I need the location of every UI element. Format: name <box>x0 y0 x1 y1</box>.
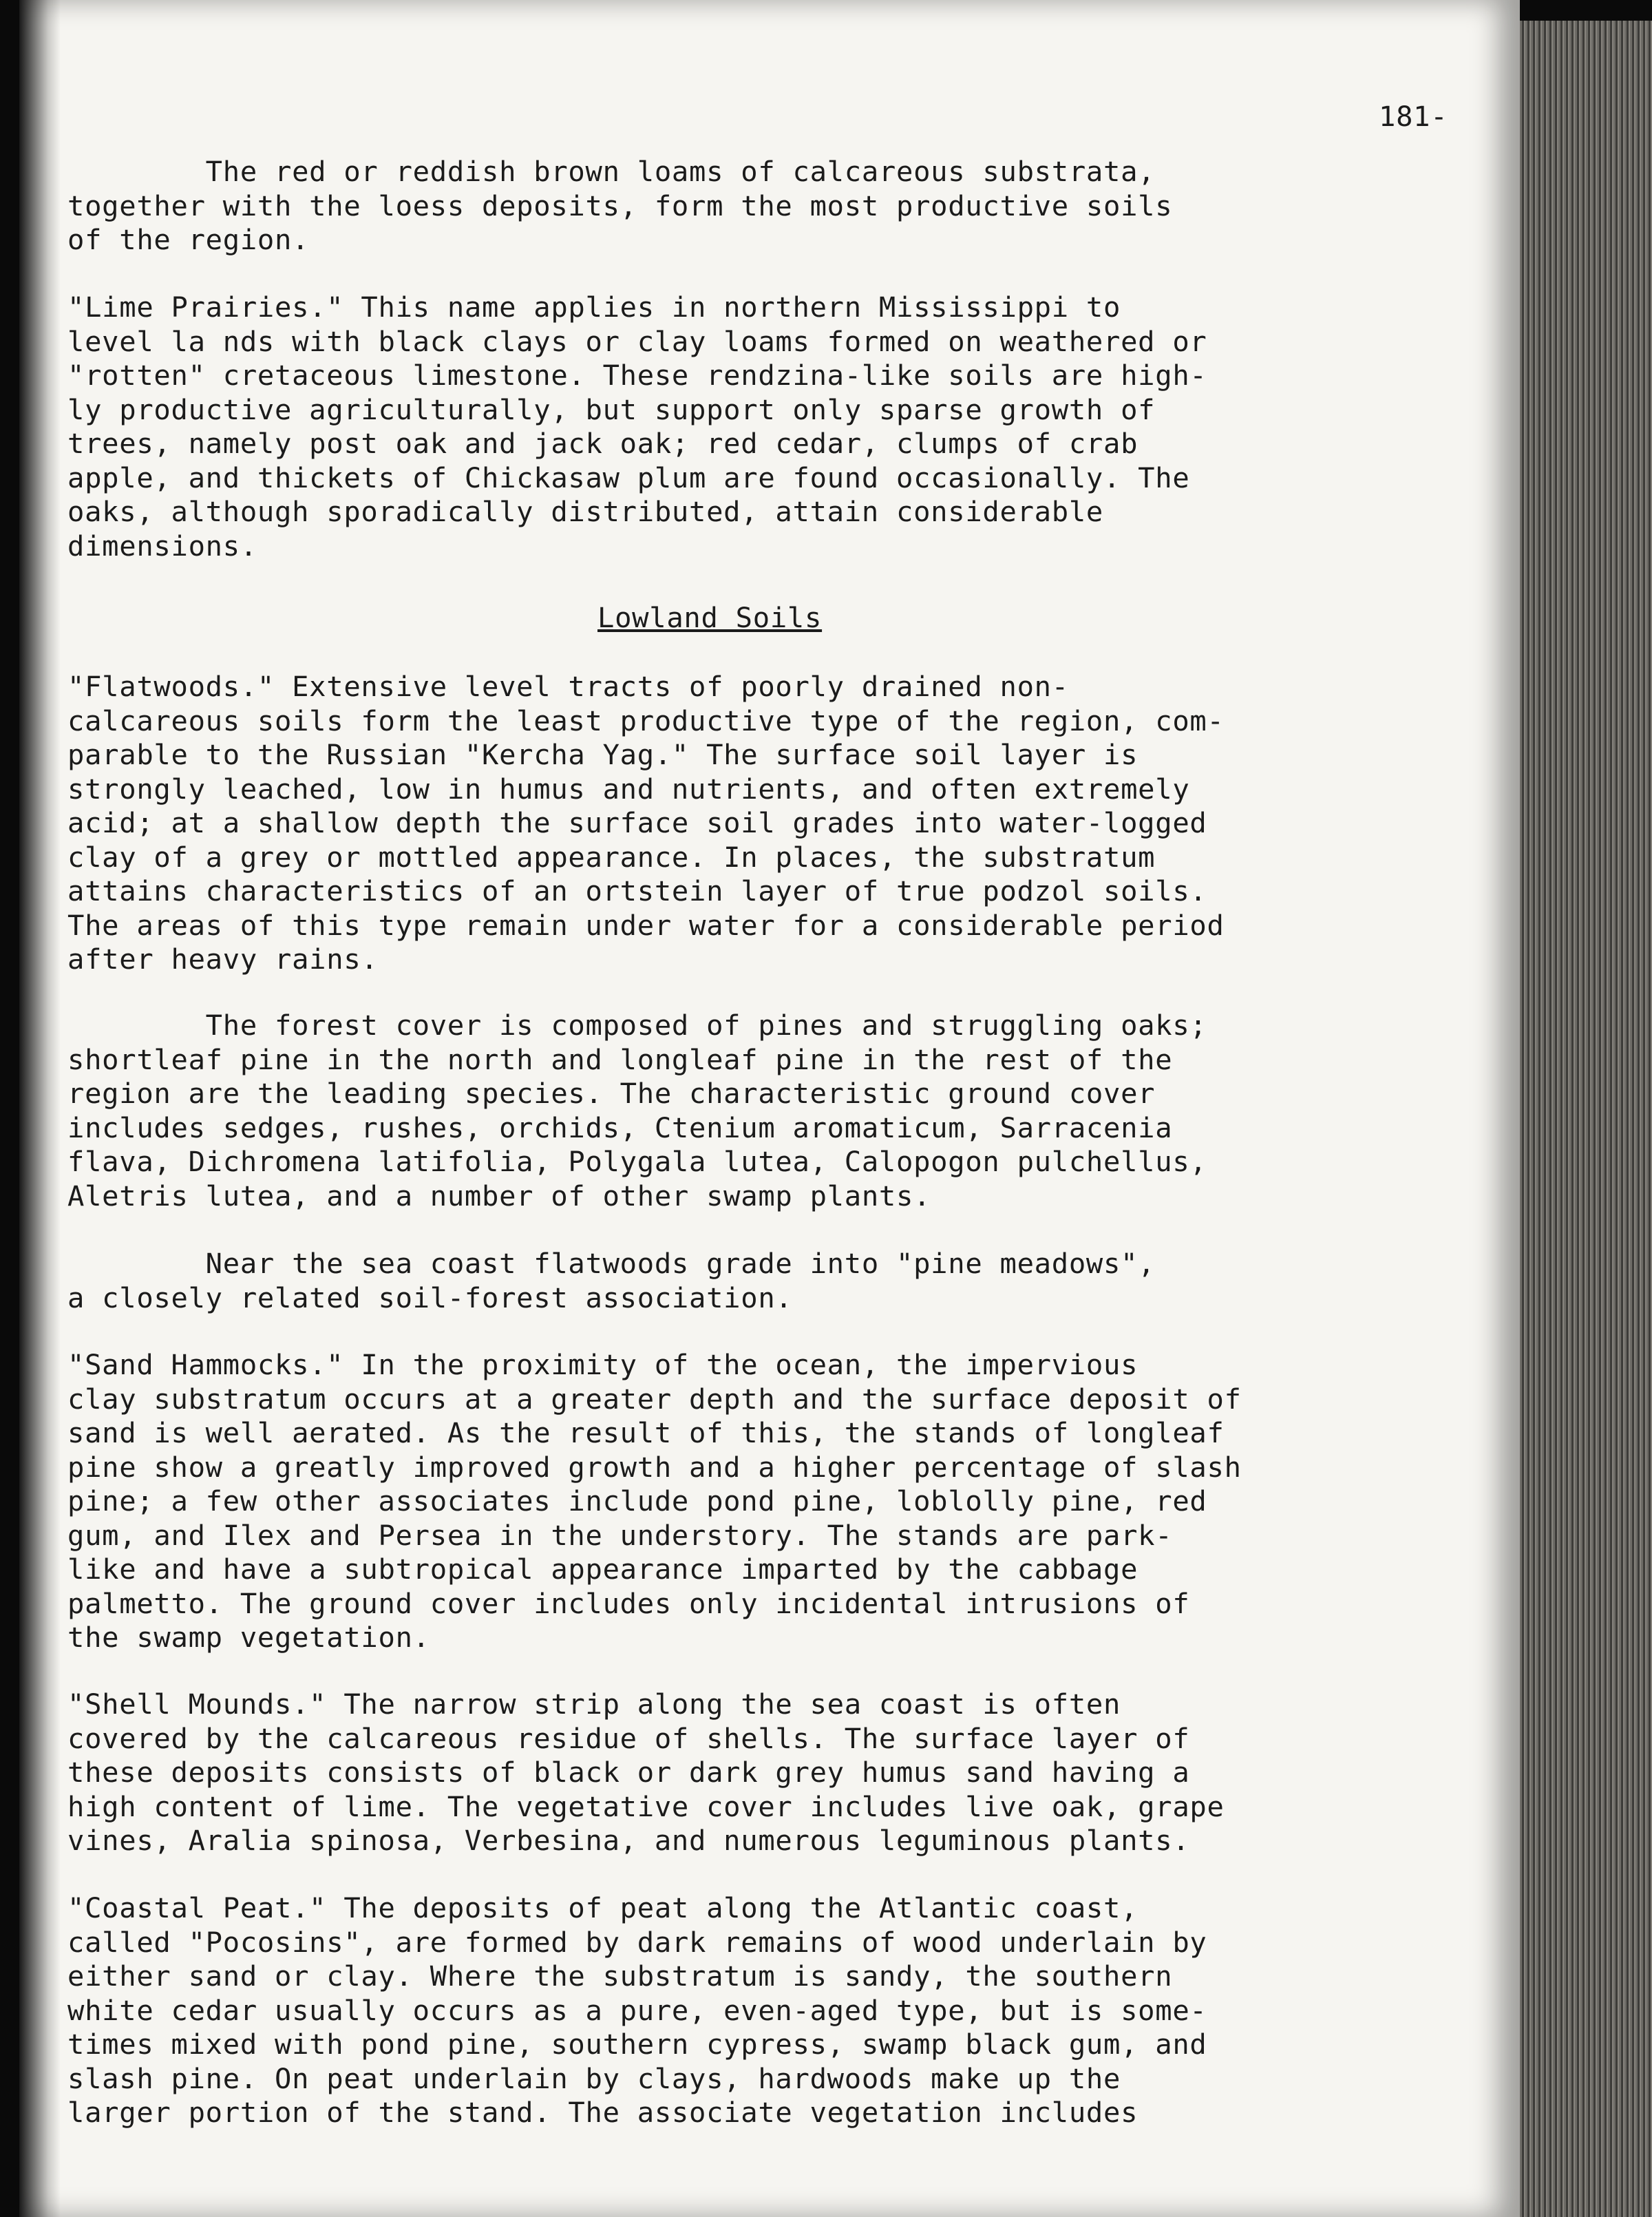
text-line: these deposits consists of black or dark grey humus sand having a <box>67 1756 1190 1789</box>
text-line: The areas of this type remain under water for a considerable period <box>67 908 1225 942</box>
paragraph-shell-mounds <box>67 1688 1472 1858</box>
text-line: clay substratum occurs at a greater depth and the surface deposit of <box>67 1382 1242 1416</box>
paragraph-flatwoods <box>67 670 1472 977</box>
text-line: slash pine. On peat underlain by clays, hardwoods make up the <box>67 2061 1121 2095</box>
text-line: "Coastal Peat." The deposits of peat along the Atlantic coast, <box>67 1891 1139 1924</box>
text-line: the swamp vegetation. <box>67 1621 430 1654</box>
text-line: parable to the Russian "Kercha Yag." The surface soil layer is <box>67 738 1139 771</box>
text-line: flava, Dichromena latifolia, Polygala lutea, Calopogon pulchellus, <box>67 1145 1207 1178</box>
text-line: high content of lime. The vegetative cover includes live oak, grape <box>67 1789 1225 1823</box>
text-line: "Flatwoods." Extensive level tracts of poorly drained non- <box>67 670 1069 703</box>
text-line: larger portion of the stand. The associate vegetation includes <box>67 2096 1139 2129</box>
text-line: called "Pocosins", are formed by dark remains of wood underlain by <box>67 1925 1207 1959</box>
text-line: times mixed with pond pine, southern cypress, swamp black gum, and <box>67 2028 1207 2061</box>
text-line: acid; at a shallow depth the surface soil grades into water-logged <box>67 806 1207 839</box>
binding-shadow <box>19 0 61 2217</box>
text-line: white cedar usually occurs as a pure, even-aged type, but is some- <box>67 1993 1207 2027</box>
text-line: Near the sea coast flatwoods grade into "pine meadows", <box>67 1247 1156 1280</box>
text-line: dimensions. <box>67 529 257 563</box>
text-line: attains characteristics of an ortstein layer of true podzol soils. <box>67 874 1207 907</box>
book-page-edges <box>1520 21 1652 2217</box>
text-line: a closely related soil-forest association. <box>67 1281 793 1314</box>
text-line: pine show a greatly improved growth and a higher percentage of slash <box>67 1450 1242 1484</box>
text-line: "rotten" cretaceous limestone. These rendzina-like soils are high- <box>67 359 1207 392</box>
text-line: "Sand Hammocks." In the proximity of the ocean, the impervious <box>67 1348 1139 1381</box>
text-line: strongly leached, low in humus and nutrients, and often extremely <box>67 772 1190 806</box>
text-line: "Lime Prairies." This name applies in northern Mississippi to <box>67 291 1121 324</box>
text-line: covered by the calcareous residue of shells. The surface layer of <box>67 1721 1190 1755</box>
text-line: apple, and thickets of Chickasaw plum are found occasionally. The <box>67 461 1190 494</box>
text-line: includes sedges, rushes, orchids, Ctenium aromaticum, Sarracenia <box>67 1111 1173 1144</box>
text-line: of the region. <box>67 223 310 256</box>
text-line: like and have a subtropical appearance imparted by the cabbage <box>67 1553 1139 1586</box>
text-line: level la nds with black clays or clay loams formed on weathered or <box>67 324 1207 358</box>
text-line: Aletris lutea, and a number of other swamp plants. <box>67 1179 931 1212</box>
text-line: ly productive agriculturally, but support only sparse growth of <box>67 392 1156 426</box>
paragraph-lime-prairies <box>67 291 1472 563</box>
text-line: The forest cover is composed of pines and struggling oaks; <box>67 1009 1207 1042</box>
text-line: The red or reddish brown loams of calcareous substrata, <box>67 155 1156 188</box>
text-line: together with the loess deposits, form the most productive soils <box>67 189 1173 222</box>
text-line: trees, namely post oak and jack oak; red cedar, clumps of crab <box>67 427 1139 460</box>
page-number: 181- <box>1379 100 1448 133</box>
text-line: sand is well aerated. As the result of this, the stands of longleaf <box>67 1416 1225 1449</box>
text-line: region are the leading species. The characteristic ground cover <box>67 1077 1156 1110</box>
text-line: palmetto. The ground cover includes only incidental intrusions of <box>67 1586 1190 1620</box>
text-line: pine; a few other associates include pond pine, loblolly pine, red <box>67 1484 1207 1517</box>
book-page <box>19 0 1520 2217</box>
paragraph-coastal-peat <box>67 1891 1472 2130</box>
text-line: clay of a grey or mottled appearance. In places, the substratum <box>67 840 1156 874</box>
text-line: either sand or clay. Where the substratum is sandy, the southern <box>67 1959 1173 1993</box>
text-line: vines, Aralia spinosa, Verbesina, and numerous leguminous plants. <box>67 1824 1190 1857</box>
text-line: "Shell Mounds." The narrow strip along the sea coast is often <box>67 1688 1121 1721</box>
paragraph-forest-cover <box>67 1009 1472 1213</box>
text-line: oaks, although sporadically distributed, attain considerable <box>67 495 1103 528</box>
section-heading: Lowland Soils <box>597 601 823 634</box>
text-line: calcareous soils form the least productive type of the region, com- <box>67 704 1225 737</box>
paragraph-sand-hammocks <box>67 1348 1472 1655</box>
text-line: after heavy rains. <box>67 943 379 976</box>
paragraph-pine-meadows <box>67 1247 1472 1315</box>
text-line: gum, and Ilex and Persea in the understory. The stands are park- <box>67 1518 1173 1552</box>
paragraph-red-loams <box>67 155 1472 258</box>
text-line: shortleaf pine in the north and longleaf pine in the rest of the <box>67 1042 1173 1076</box>
